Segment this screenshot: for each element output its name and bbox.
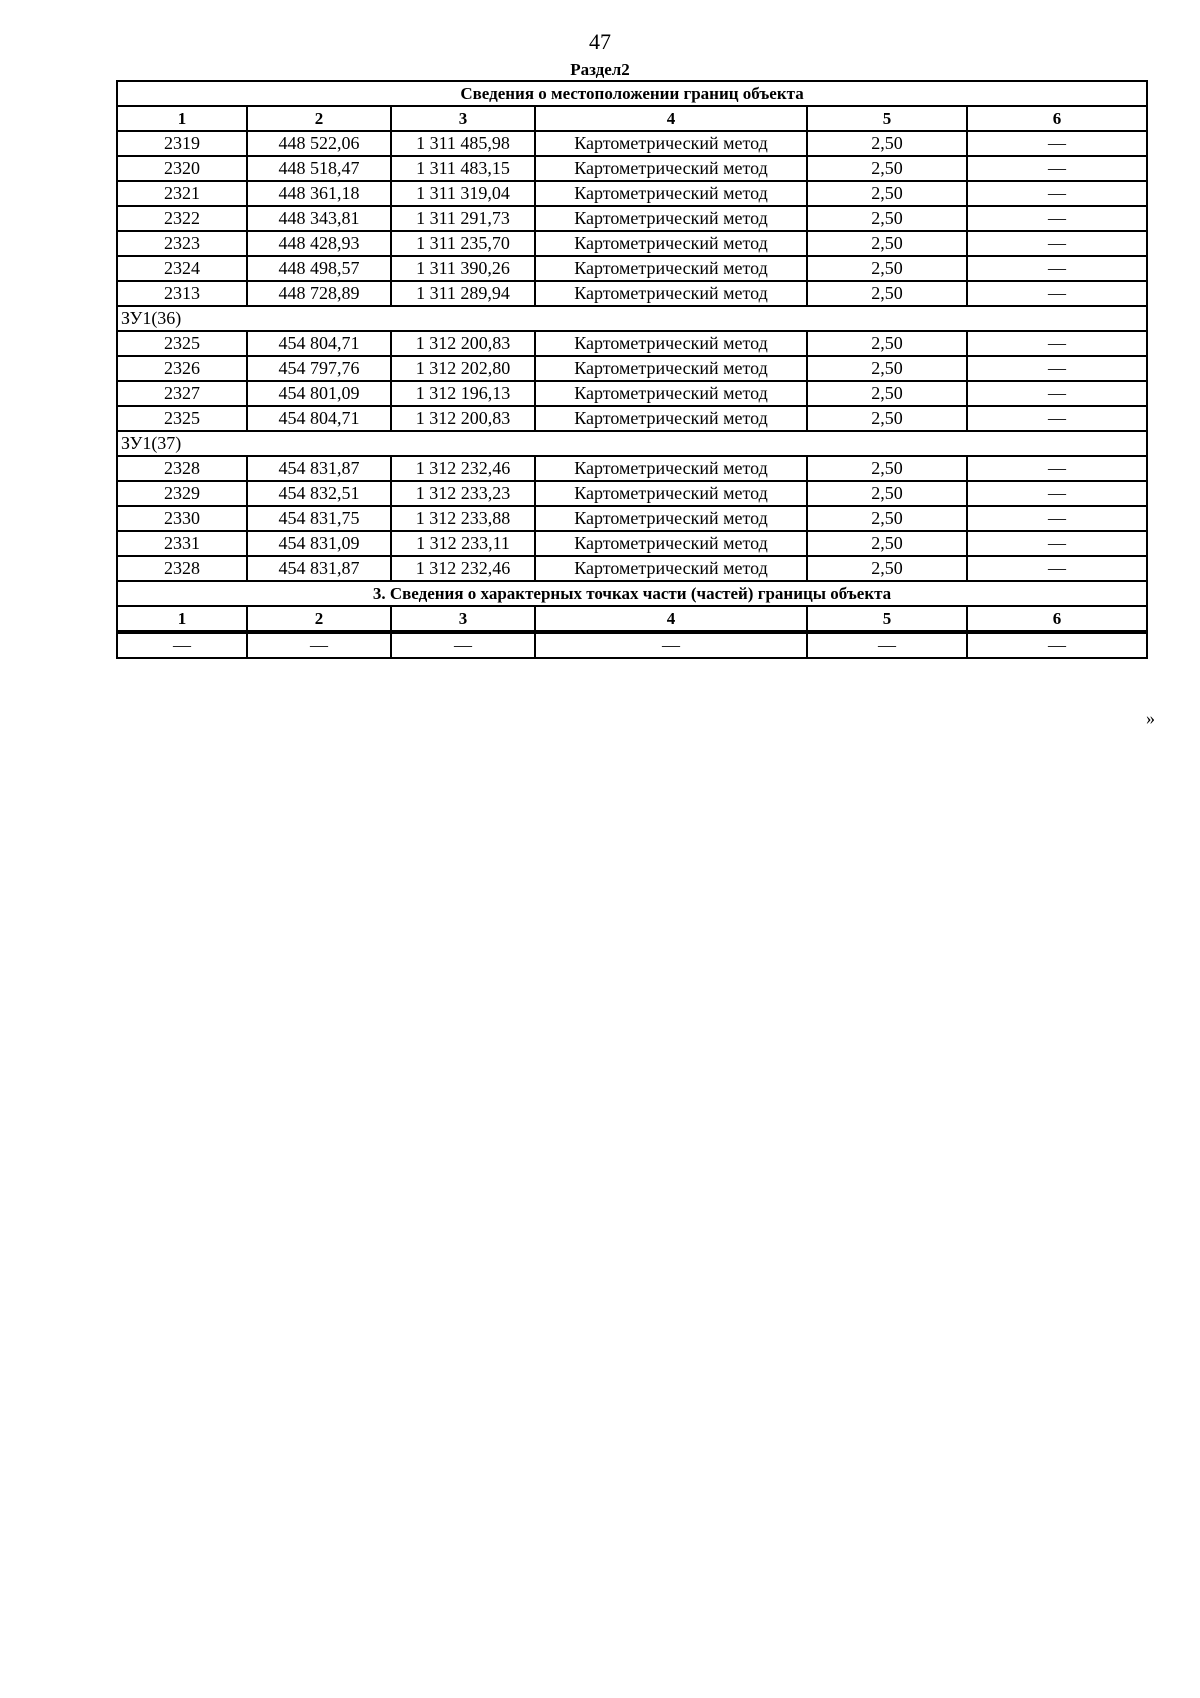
table-cell-col3: 1 312 233,88 <box>391 506 535 531</box>
section2-title-text: Сведения о местоположении границ объекта <box>117 81 1147 106</box>
table-cell-col1: 2313 <box>117 281 247 306</box>
column-header-1: 1 <box>117 606 247 632</box>
table-cell-col4: — <box>535 632 807 658</box>
group-label: ЗУ1(36) <box>117 306 1147 331</box>
table-cell-col5: 2,50 <box>807 506 967 531</box>
table-cell-col6: — <box>967 456 1147 481</box>
table-row <box>117 356 1147 381</box>
table-cell-col3: 1 312 233,11 <box>391 531 535 556</box>
table-cell-col2: 454 831,87 <box>247 556 391 581</box>
column-header-1: 1 <box>117 106 247 131</box>
table-cell-col6: — <box>967 231 1147 256</box>
table-row <box>117 331 1147 356</box>
table-cell-col6: — <box>967 181 1147 206</box>
table-cell-col5: 2,50 <box>807 456 967 481</box>
table-row <box>117 406 1147 431</box>
table-cell-col5: 2,50 <box>807 406 967 431</box>
table-row <box>117 281 1147 306</box>
table-cell-col1: 2327 <box>117 381 247 406</box>
table-cell-col5: — <box>807 632 967 658</box>
table-cell-col2: 448 518,47 <box>247 156 391 181</box>
section2-title <box>117 81 1147 106</box>
table-cell-col3: 1 312 202,80 <box>391 356 535 381</box>
table-cell-col1: 2325 <box>117 331 247 356</box>
table-cell-col4: Картометрический метод <box>535 481 807 506</box>
table-cell-col5: 2,50 <box>807 281 967 306</box>
table-cell-col3: 1 311 390,26 <box>391 256 535 281</box>
group-row <box>117 306 1147 331</box>
table-row <box>117 531 1147 556</box>
column-header-5: 5 <box>807 106 967 131</box>
column-header-4: 4 <box>535 606 807 632</box>
table-cell-col1: 2325 <box>117 406 247 431</box>
table-cell-col3: 1 312 232,46 <box>391 456 535 481</box>
table-cell-col6: — <box>967 531 1147 556</box>
table-cell-col5: 2,50 <box>807 206 967 231</box>
table-row <box>117 456 1147 481</box>
table-row <box>117 632 1147 658</box>
section3-header-row <box>117 606 1147 632</box>
table-cell-col6: — <box>967 481 1147 506</box>
table-cell-col3: 1 311 485,98 <box>391 131 535 156</box>
table-cell-col5: 2,50 <box>807 256 967 281</box>
table-cell-col3: 1 312 196,13 <box>391 381 535 406</box>
table-row <box>117 181 1147 206</box>
table-cell-col1: 2328 <box>117 456 247 481</box>
table-cell-col2: 448 728,89 <box>247 281 391 306</box>
table-cell-col4: Картометрический метод <box>535 206 807 231</box>
table-cell-col4: Картометрический метод <box>535 281 807 306</box>
table-cell-col2: — <box>247 632 391 658</box>
table-row <box>117 556 1147 581</box>
column-header-5: 5 <box>807 606 967 632</box>
section-label: Раздел2 <box>570 60 630 79</box>
table-cell-col2: 454 831,75 <box>247 506 391 531</box>
section3-title-text: 3. Сведения о характерных точках части (частей) границы объекта <box>117 581 1147 606</box>
table-cell-col1: — <box>117 632 247 658</box>
table-cell-col2: 448 428,93 <box>247 231 391 256</box>
table-cell-col4: Картометрический метод <box>535 181 807 206</box>
table-cell-col3: 1 312 232,46 <box>391 556 535 581</box>
table-row <box>117 381 1147 406</box>
page-number: 47 <box>589 29 611 54</box>
table-cell-col1: 2319 <box>117 131 247 156</box>
table-cell-col1: 2324 <box>117 256 247 281</box>
table-cell-col1: 2326 <box>117 356 247 381</box>
table-cell-col3: 1 311 289,94 <box>391 281 535 306</box>
table-cell-col4: Картометрический метод <box>535 456 807 481</box>
table-row <box>117 506 1147 531</box>
table-row <box>117 481 1147 506</box>
table-cell-col4: Картометрический метод <box>535 531 807 556</box>
table-cell-col2: 448 361,18 <box>247 181 391 206</box>
table-cell-col1: 2322 <box>117 206 247 231</box>
table-cell-col6: — <box>967 131 1147 156</box>
table-cell-col3: 1 312 200,83 <box>391 406 535 431</box>
column-header-6: 6 <box>967 606 1147 632</box>
table-cell-col3: 1 312 200,83 <box>391 331 535 356</box>
table-cell-col2: 448 343,81 <box>247 206 391 231</box>
table-cell-col1: 2328 <box>117 556 247 581</box>
table-row <box>117 231 1147 256</box>
table-cell-col2: 448 498,57 <box>247 256 391 281</box>
table-cell-col4: Картометрический метод <box>535 131 807 156</box>
table-cell-col3: 1 311 291,73 <box>391 206 535 231</box>
table-cell-col2: 454 831,87 <box>247 456 391 481</box>
table-cell-col6: — <box>967 356 1147 381</box>
column-header-2: 2 <box>247 106 391 131</box>
table-cell-col6: — <box>967 156 1147 181</box>
table-cell-col4: Картометрический метод <box>535 331 807 356</box>
table-cell-col5: 2,50 <box>807 381 967 406</box>
table-cell-col2: 454 804,71 <box>247 331 391 356</box>
boundary-table-body <box>117 81 1147 658</box>
table-cell-col4: Картометрический метод <box>535 381 807 406</box>
column-header-4: 4 <box>535 106 807 131</box>
section2-header-row <box>117 106 1147 131</box>
table-cell-col6: — <box>967 256 1147 281</box>
table-cell-col4: Картометрический метод <box>535 356 807 381</box>
table-row <box>117 206 1147 231</box>
table-cell-col2: 454 801,09 <box>247 381 391 406</box>
table-cell-col4: Картометрический метод <box>535 156 807 181</box>
column-header-3: 3 <box>391 606 535 632</box>
table-cell-col2: 448 522,06 <box>247 131 391 156</box>
table-cell-col6: — <box>967 281 1147 306</box>
table-cell-col5: 2,50 <box>807 131 967 156</box>
table-cell-col2: 454 797,76 <box>247 356 391 381</box>
table-cell-col5: 2,50 <box>807 331 967 356</box>
table-cell-col5: 2,50 <box>807 181 967 206</box>
table-cell-col1: 2331 <box>117 531 247 556</box>
table-cell-col6: — <box>967 556 1147 581</box>
table-cell-col6: — <box>967 406 1147 431</box>
table-row <box>117 131 1147 156</box>
closing-quote: » <box>1146 708 1155 728</box>
table-cell-col5: 2,50 <box>807 531 967 556</box>
table-cell-col3: — <box>391 632 535 658</box>
table-cell-col3: 1 312 233,23 <box>391 481 535 506</box>
table-cell-col6: — <box>967 506 1147 531</box>
table-cell-col1: 2320 <box>117 156 247 181</box>
column-header-2: 2 <box>247 606 391 632</box>
table-cell-col2: 454 832,51 <box>247 481 391 506</box>
table-cell-col6: — <box>967 632 1147 658</box>
table-cell-col1: 2323 <box>117 231 247 256</box>
table-cell-col4: Картометрический метод <box>535 231 807 256</box>
table-cell-col6: — <box>967 381 1147 406</box>
table-cell-col5: 2,50 <box>807 356 967 381</box>
table-cell-col5: 2,50 <box>807 231 967 256</box>
table-cell-col5: 2,50 <box>807 556 967 581</box>
boundary-table <box>116 80 1148 659</box>
table-cell-col2: 454 831,09 <box>247 531 391 556</box>
table-cell-col6: — <box>967 331 1147 356</box>
table-cell-col6: — <box>967 206 1147 231</box>
table-cell-col4: Картометрический метод <box>535 556 807 581</box>
group-label: ЗУ1(37) <box>117 431 1147 456</box>
table-cell-col3: 1 311 319,04 <box>391 181 535 206</box>
column-header-6: 6 <box>967 106 1147 131</box>
table-cell-col3: 1 311 483,15 <box>391 156 535 181</box>
table-row <box>117 256 1147 281</box>
table-cell-col3: 1 311 235,70 <box>391 231 535 256</box>
table-cell-col4: Картометрический метод <box>535 506 807 531</box>
table-cell-col1: 2329 <box>117 481 247 506</box>
table-cell-col2: 454 804,71 <box>247 406 391 431</box>
table-cell-col4: Картометрический метод <box>535 406 807 431</box>
column-header-3: 3 <box>391 106 535 131</box>
table-cell-col5: 2,50 <box>807 156 967 181</box>
table-row <box>117 156 1147 181</box>
section3-title <box>117 581 1147 606</box>
table-cell-col5: 2,50 <box>807 481 967 506</box>
table-cell-col1: 2330 <box>117 506 247 531</box>
table-cell-col1: 2321 <box>117 181 247 206</box>
group-row <box>117 431 1147 456</box>
table-cell-col4: Картометрический метод <box>535 256 807 281</box>
